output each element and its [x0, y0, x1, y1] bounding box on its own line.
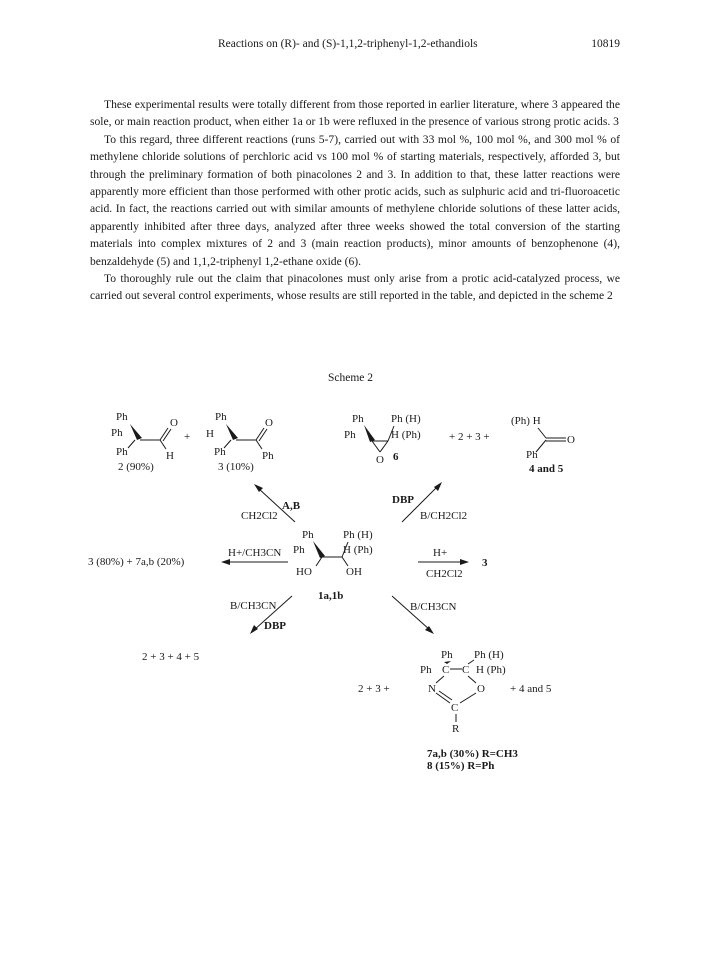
c3-yield: 3 (10%)	[218, 461, 254, 473]
arrow-ab-label: A,B	[282, 500, 301, 512]
ox-c1: C	[442, 664, 450, 676]
e6-ph-h: Ph (H)	[391, 413, 421, 425]
c2-wedge	[130, 424, 142, 440]
c2-co	[160, 428, 168, 440]
c2-co	[163, 429, 171, 441]
c45-ph-h: (Ph) H	[511, 415, 541, 427]
d1-h-ph: H (Ph)	[343, 544, 373, 556]
e6-o: O	[376, 454, 384, 466]
c2-ch	[160, 440, 166, 449]
c3-o: O	[265, 417, 273, 429]
ox-post: + 4 and 5	[510, 683, 552, 695]
arrow-bl-head	[250, 625, 258, 634]
e6-rest: + 2 + 3 +	[449, 431, 490, 443]
ox-nc-double	[439, 691, 452, 700]
e6-ph-left: Ph	[344, 429, 356, 441]
yield-7ab: 7a,b (30%) R=CH3	[427, 748, 518, 760]
epoxide-6	[344, 413, 490, 466]
c3-ph-right: Ph	[262, 450, 274, 462]
c2-o: O	[170, 417, 178, 429]
ox-co	[468, 676, 476, 683]
d1-wedge	[313, 541, 325, 558]
c2-yield: 2 (90%)	[118, 461, 154, 473]
bottom-left-products: 2 + 3 + 4 + 5	[142, 651, 200, 663]
c45-ph: Ph	[526, 449, 538, 461]
arrow-dbp-top-solvent: B/CH2Cl2	[420, 510, 468, 522]
d1-oh: OH	[346, 566, 362, 578]
arrow-hplus-right	[418, 547, 488, 580]
paragraph-3: To thoroughly rule out the claim that pinacolones must only arise from a protic acid-catalyzed process, we carried out several control experiments, whose results are still reported in the table, and depicted in the scheme 2	[90, 272, 620, 303]
arrow-ab-solvent: CH2Cl2	[241, 510, 278, 522]
ox-c2: C	[462, 664, 470, 676]
ox-oc	[460, 693, 476, 703]
d1-ph: Ph	[302, 529, 314, 541]
arrow-left-head	[221, 559, 230, 565]
d1-co	[342, 557, 348, 566]
arrow-bl-solvent: B/CH3CN	[230, 600, 277, 612]
ox-pre: 2 + 3 +	[358, 683, 390, 695]
c2-bond	[128, 440, 135, 448]
arrow-b-ch3cn-right	[392, 596, 457, 634]
compound-3	[206, 411, 274, 473]
diol-1ab	[293, 529, 373, 602]
c3-wedge	[226, 424, 238, 440]
c2-ph-bot: Ph	[116, 446, 128, 458]
ox-cn	[436, 676, 444, 683]
d1-ph-h: Ph (H)	[343, 529, 373, 541]
d1-ph-left: Ph	[293, 544, 305, 556]
scheme-title: Scheme 2	[327, 372, 374, 384]
arrow-ab	[241, 484, 301, 522]
c2-ph-top: Ph	[116, 411, 128, 423]
d1-co	[316, 557, 322, 566]
ox-n: N	[428, 683, 436, 695]
c45-o: O	[567, 434, 575, 446]
right-product: 3	[482, 557, 488, 569]
paragraph-1: These experimental results were totally different from those reported in earlier literature, where 3 appeared the sole, or main reaction product, when either 1a or 1b were refluxed in the presence of various strong protic acids. 3	[90, 98, 620, 129]
c3-cph	[256, 440, 262, 449]
e6-co	[380, 441, 388, 452]
arrow-dbp-top-head	[434, 482, 442, 491]
c2-ph-mid: Ph	[111, 427, 123, 439]
ox-bond	[468, 660, 474, 664]
paragraph-2: To this regard, three different reactions (runs 5-7), carried out with 33 mol %, 100 mol %, and 300 mol % of methylene chloride solutions of perchloric acid vs 100 mol % of starting materials, respectively, afforded 3, but through the preliminary formation of both pinacolones 2 and 3. In addition to that, these latter reactions were apparently more efficient than those performed with other protic acids, such as sulphuric acid and tri-fluoroacetic acid. In fact, the reactions carried out with similar amounts of methylene chloride solutions of these latter acids, apparently inhibited after three days, analyzed after three weeks showed the total conversion of the starting materials into complex mixtures of 2 and 3 (main reaction products), minor amounts of benzophenone (4), benzaldehyde (5) and 1,1,2-triphenyl 1,2-ethane oxide (6).	[90, 132, 620, 268]
c45-bond	[538, 428, 546, 438]
c45-label: 4 and 5	[529, 463, 564, 475]
c3-ph-top: Ph	[215, 411, 227, 423]
c3-ph-bot: Ph	[214, 446, 226, 458]
page-number: 10819	[591, 38, 620, 50]
ox-ph: Ph	[441, 649, 453, 661]
compounds-4-5	[511, 415, 575, 475]
ox-ph-left: Ph	[420, 664, 432, 676]
d1-number: 1a,1b	[318, 590, 344, 602]
c3-co	[259, 429, 267, 441]
e6-wedge	[364, 425, 375, 442]
arrow-bl-label: DBP	[264, 620, 286, 632]
e6-ph: Ph	[352, 413, 364, 425]
arrow-left-label: H+/CH3CN	[228, 547, 282, 559]
ox-r: R	[452, 723, 460, 735]
c3-co	[256, 428, 264, 440]
ox-o: O	[477, 683, 485, 695]
c3-h: H	[206, 428, 214, 440]
arrow-dbp-top	[392, 482, 467, 522]
arrow-right-solvent: CH2Cl2	[426, 568, 463, 580]
plus-sign: +	[184, 431, 191, 443]
e6-h-ph: H (Ph)	[391, 429, 421, 441]
oxazoline-7ab-8	[358, 649, 552, 772]
ox-c3: C	[451, 702, 459, 714]
ox-nc	[436, 693, 450, 703]
left-products: 3 (80%) + 7a,b (20%)	[88, 556, 185, 568]
arrow-right-label: H+	[433, 547, 448, 559]
arrow-dbp-top-label: DBP	[392, 494, 414, 506]
running-title: Reactions on (R)- and (S)-1,1,2-triphenyl-1,2-ethandiols	[218, 38, 478, 50]
arrow-right-head	[460, 559, 469, 565]
c2-h: H	[166, 450, 174, 462]
arrow-br-solvent: B/CH3CN	[410, 601, 457, 613]
arrow-hplus-ch3cn	[88, 547, 288, 568]
ox-ph-h: Ph (H)	[474, 649, 504, 661]
d1-ho: HO	[296, 566, 312, 578]
e6-number: 6	[393, 451, 399, 463]
ox-h-ph: H (Ph)	[476, 664, 506, 676]
e6-co	[372, 441, 380, 452]
compound-2	[111, 411, 178, 473]
arrow-dbp-bottom	[142, 596, 292, 663]
yield-8: 8 (15%) R=Ph	[427, 760, 495, 772]
